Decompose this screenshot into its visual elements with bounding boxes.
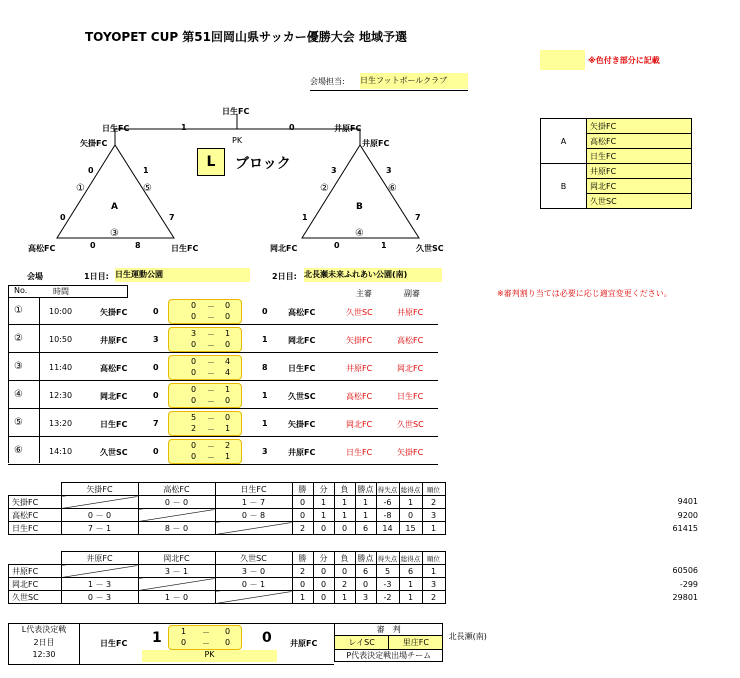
- tri-a-circle: ①: [76, 183, 85, 194]
- match-away-score: 1: [262, 335, 268, 344]
- score-cell: 5: [191, 413, 197, 422]
- stand-col-stat: 分: [313, 483, 334, 496]
- score-cell: 0: [225, 413, 231, 422]
- stand-stat: 2: [292, 565, 313, 578]
- stand-row-team: 井原FC: [9, 565, 62, 578]
- match-time: 10:50: [49, 335, 73, 344]
- venue-value[interactable]: 日生フットボールクラブ: [360, 73, 468, 89]
- match-home-score: 7: [153, 419, 159, 428]
- match-main-ref: 高松FC: [346, 392, 373, 401]
- match-away: 日生FC: [288, 364, 316, 373]
- venue-row-label: 会場: [27, 272, 43, 281]
- group-team[interactable]: 岡北FC: [587, 179, 692, 194]
- match-home-score: 0: [153, 363, 159, 372]
- final-pk[interactable]: PK: [142, 650, 277, 662]
- stand-col-stat: 勝: [292, 483, 313, 496]
- stand-col-team: 矢掛FC: [61, 483, 138, 496]
- group-team[interactable]: 久世SC: [587, 194, 692, 209]
- match-main-ref: 井原FC: [346, 364, 373, 373]
- score-cell: 4: [225, 357, 231, 366]
- stand-stat: 6: [399, 565, 422, 578]
- final-ref-1[interactable]: レイSC: [335, 636, 389, 650]
- tri-a-score: 0: [60, 213, 66, 222]
- stand-stat: 14: [376, 522, 399, 535]
- stand-diagonal: [215, 522, 292, 535]
- tri-a-top: 矢掛FC: [80, 139, 108, 148]
- score-dash: －: [202, 628, 210, 637]
- score-cell: 3: [191, 329, 197, 338]
- stand-result: 8 － 0: [138, 522, 215, 535]
- stand-col-team: 岡北FC: [138, 552, 215, 565]
- legend-note: ※色付き部分に記載: [588, 56, 660, 65]
- stand-stat: 1: [292, 591, 313, 604]
- match-home-score: 0: [153, 447, 159, 456]
- match-main-ref: 久世SC: [346, 308, 373, 317]
- score-dash: －: [207, 369, 215, 378]
- row-line: [8, 380, 438, 381]
- stand-col-stat: 勝点: [355, 483, 376, 496]
- tri-a-score: 7: [169, 213, 175, 222]
- stand-col-stat: 分: [313, 552, 334, 565]
- stand-col-team: 井原FC: [61, 552, 138, 565]
- stand-stat: 1: [313, 496, 334, 509]
- stand-stat: 6: [355, 565, 376, 578]
- stand-col-stat: 順位: [422, 552, 445, 565]
- stand-result: 1 － 7: [215, 496, 292, 509]
- stand-diagonal: [215, 591, 292, 604]
- group-team[interactable]: 井原FC: [587, 164, 692, 179]
- score-cell: 0: [191, 301, 197, 310]
- match-no: ①: [14, 305, 23, 316]
- final-ref-2[interactable]: 里庄FC: [389, 636, 443, 650]
- stand-code: 60506: [672, 566, 698, 575]
- block-word: ブロック: [235, 156, 291, 172]
- match-sub-ref: 矢掛FC: [397, 448, 424, 457]
- day2-venue[interactable]: 北長瀬未来ふれあい公園(南): [304, 268, 442, 282]
- tri-b-br: 久世SC: [416, 244, 444, 253]
- stand-result: 7 － 1: [61, 522, 138, 535]
- col-main-ref: 主審: [356, 289, 372, 298]
- stand-stat: 0: [313, 522, 334, 535]
- final-ref-table: [334, 623, 492, 662]
- score-cell: 0: [191, 368, 197, 377]
- match-sub-ref: 岡北FC: [397, 364, 424, 373]
- score-cell: 0: [225, 301, 231, 310]
- match-away-score: 1: [262, 391, 268, 400]
- stand-result: 0 － 0: [61, 509, 138, 522]
- group-table: [540, 118, 692, 209]
- stand-stat: 0: [292, 496, 313, 509]
- tri-b-score: 7: [415, 213, 421, 222]
- group-name: B: [541, 164, 587, 209]
- stand-col-stat: 得失点: [376, 483, 399, 496]
- match-home: 岡北FC: [100, 392, 128, 401]
- score-cell: 0: [191, 357, 197, 366]
- stand-col-stat: 負: [334, 552, 355, 565]
- score-cell: 0: [191, 340, 197, 349]
- match-home: 井原FC: [100, 336, 128, 345]
- stand-code: -299: [679, 579, 698, 589]
- tri-a-circle: ⑤: [143, 183, 152, 194]
- stand-stat: 0: [399, 509, 422, 522]
- score-dash: －: [207, 453, 215, 462]
- tri-a-score: 0: [90, 241, 96, 250]
- score-dash: －: [207, 330, 215, 339]
- stand-stat: 1: [334, 509, 355, 522]
- day1-venue[interactable]: 日生運動公園: [115, 268, 250, 282]
- final-home: 日生FC: [100, 639, 128, 648]
- match-score-box[interactable]: [168, 411, 242, 436]
- group-team[interactable]: 高松FC: [587, 134, 692, 149]
- match-home-score: 3: [153, 335, 159, 344]
- score-dash: －: [207, 397, 215, 406]
- score-cell: 0: [225, 396, 231, 405]
- match-score-box[interactable]: [168, 355, 242, 380]
- match-time: 11:40: [49, 363, 73, 372]
- score-cell: 2: [191, 424, 197, 433]
- score-cell: 1: [181, 627, 187, 636]
- stand-result: 1 － 0: [138, 591, 215, 604]
- stand-diagonal: [61, 496, 138, 509]
- stand-stat: 1: [334, 591, 355, 604]
- match-home-score: 0: [153, 391, 159, 400]
- final-away-score: 0: [262, 630, 272, 646]
- final-time: 12:30: [32, 650, 56, 659]
- score-cell: 0: [191, 452, 197, 461]
- stand-row-team: 岡北FC: [9, 578, 62, 591]
- match-home: 久世SC: [100, 448, 128, 457]
- match-main-ref: 岡北FC: [346, 420, 373, 429]
- col-time: 時間: [53, 287, 69, 296]
- score-dash: －: [207, 302, 215, 311]
- ref-note: ※審判割り当ては必要に応じ適宜変更ください。: [497, 289, 672, 298]
- stand-stat: 0: [313, 565, 334, 578]
- tri-b-score: 0: [334, 241, 340, 250]
- final-away: 井原FC: [290, 639, 318, 648]
- stand-stat: 1: [313, 509, 334, 522]
- page-title: TOYOPET CUP 第51回岡山県サッカー優勝大会 地域予選: [85, 30, 407, 44]
- bracket-left-score: 1: [181, 123, 187, 132]
- stand-col-team: 高松FC: [138, 483, 215, 496]
- tri-b-score: 1: [302, 213, 308, 222]
- tri-b-score: 3: [386, 166, 392, 175]
- match-main-ref: 矢掛FC: [346, 336, 373, 345]
- score-cell: 0: [191, 396, 197, 405]
- score-cell: 0: [225, 627, 231, 636]
- match-away: 岡北FC: [288, 336, 316, 345]
- row-line: [8, 352, 438, 353]
- stand-stat: -6: [376, 496, 399, 509]
- stand-stat: 1: [422, 522, 445, 535]
- stand-stat: 0: [313, 578, 334, 591]
- score-cell: 1: [225, 424, 231, 433]
- tri-b-bl: 岡北FC: [270, 244, 298, 253]
- stand-stat: -8: [376, 509, 399, 522]
- tri-b-circle: ⑥: [388, 183, 397, 194]
- match-away-score: 8: [262, 363, 268, 372]
- stand-stat: 1: [355, 496, 376, 509]
- tri-a-label: A: [111, 202, 118, 212]
- stand-stat: 1: [334, 496, 355, 509]
- stand-stat: 3: [422, 509, 445, 522]
- stand-stat: 6: [355, 522, 376, 535]
- match-no: ②: [14, 333, 23, 344]
- group-team[interactable]: 矢掛FC: [587, 119, 692, 134]
- bracket-left-team: 日生FC: [102, 124, 130, 133]
- score-cell: 0: [191, 312, 197, 321]
- stand-stat: -2: [376, 591, 399, 604]
- stand-result: 3 － 1: [138, 565, 215, 578]
- score-cell: 1: [225, 452, 231, 461]
- match-score-box[interactable]: [168, 327, 242, 352]
- stand-row-team: 久世SC: [9, 591, 62, 604]
- tri-b-top: 井原FC: [362, 139, 390, 148]
- match-time: 14:10: [49, 447, 73, 456]
- stand-stat: 1: [399, 591, 422, 604]
- match-home: 矢掛FC: [100, 308, 128, 317]
- col-sub-ref: 副審: [404, 289, 420, 298]
- match-main-ref: 日生FC: [346, 448, 373, 457]
- tri-b-circle: ④: [355, 228, 364, 239]
- score-dash: －: [207, 313, 215, 322]
- stand-stat: 2: [292, 522, 313, 535]
- col-no: No.: [14, 286, 28, 295]
- stand-code: 9200: [677, 510, 698, 520]
- group-name: A: [541, 119, 587, 164]
- final-info: [8, 623, 80, 665]
- standings-table: [8, 482, 446, 535]
- stand-stat: 3: [422, 578, 445, 591]
- match-sub-ref: 高松FC: [397, 336, 424, 345]
- tri-a-score: 8: [135, 241, 141, 250]
- stand-result: 3 － 0: [215, 565, 292, 578]
- stand-stat: 1: [399, 496, 422, 509]
- stand-stat: 0: [292, 578, 313, 591]
- stand-result: 1 － 3: [61, 578, 138, 591]
- stand-col-stat: 総得点: [399, 552, 422, 565]
- tri-a-score: 1: [143, 166, 149, 175]
- score-cell: 1: [225, 385, 231, 394]
- stand-col-stat: 勝点: [355, 552, 376, 565]
- venue-label: 会場担当:: [310, 77, 345, 86]
- stand-col-stat: 総得点: [399, 483, 422, 496]
- stand-row-team: 日生FC: [9, 522, 62, 535]
- group-team[interactable]: 日生FC: [587, 149, 692, 164]
- row-line: [8, 324, 438, 325]
- stand-row-team: 高松FC: [9, 509, 62, 522]
- stand-col-stat: 得失点: [376, 552, 399, 565]
- row-line: [8, 436, 438, 437]
- score-cell: 4: [225, 368, 231, 377]
- stand-stat: 2: [422, 496, 445, 509]
- stand-stat: 0: [334, 565, 355, 578]
- match-no: ⑤: [14, 417, 23, 428]
- tri-a-score: 0: [88, 166, 94, 175]
- score-dash: －: [207, 341, 215, 350]
- stand-col-stat: 勝: [292, 552, 313, 565]
- score-cell: 0: [225, 638, 231, 647]
- match-away-score: 3: [262, 447, 268, 456]
- score-dash: －: [207, 414, 215, 423]
- match-sub-ref: 日生FC: [397, 392, 424, 401]
- tri-a-circle: ③: [110, 228, 119, 239]
- match-away: 矢掛FC: [288, 420, 316, 429]
- final-ref-header: 審 判: [335, 624, 443, 636]
- stand-stat: 0: [334, 522, 355, 535]
- final-home-score: 1: [152, 630, 162, 646]
- stand-stat: 15: [399, 522, 422, 535]
- bracket-pk: PK: [232, 136, 243, 145]
- final-title: L代表決定戦: [21, 625, 67, 634]
- final-score-box[interactable]: [168, 625, 242, 650]
- match-no: ③: [14, 361, 23, 372]
- match-time: 10:00: [49, 307, 73, 316]
- tri-b-label: B: [356, 202, 363, 212]
- stand-code: 29801: [672, 593, 698, 602]
- stand-diagonal: [138, 578, 215, 591]
- bracket-winner: 日生FC: [222, 107, 250, 116]
- standings-table: [8, 551, 446, 604]
- match-score-box[interactable]: [168, 299, 242, 324]
- tri-b-score: 3: [331, 166, 337, 175]
- bracket-right-team: 井原FC: [334, 124, 362, 133]
- match-away: 久世SC: [288, 392, 316, 401]
- stand-diagonal: [61, 565, 138, 578]
- match-no: ④: [14, 389, 23, 400]
- stand-diagonal: [138, 509, 215, 522]
- match-away-score: 1: [262, 419, 268, 428]
- score-dash: －: [202, 639, 210, 648]
- stand-col-team: 日生FC: [215, 483, 292, 496]
- score-dash: －: [207, 425, 215, 434]
- match-score-box[interactable]: [168, 383, 242, 408]
- match-home-score: 0: [153, 307, 159, 316]
- match-time: 13:20: [49, 419, 73, 428]
- row-line: [8, 408, 438, 409]
- match-score-box[interactable]: [168, 439, 242, 464]
- stand-code: 61415: [672, 524, 698, 533]
- stand-col-stat: 順位: [422, 483, 445, 496]
- stand-col-team: 久世SC: [215, 552, 292, 565]
- final-note: P代表決定戦出場チーム: [335, 650, 443, 662]
- match-home: 日生FC: [100, 420, 128, 429]
- stand-stat: -3: [376, 578, 399, 591]
- final-day: 2日目: [33, 638, 55, 647]
- stand-stat: 1: [355, 509, 376, 522]
- day1-label: 1日目:: [84, 272, 109, 281]
- score-cell: 2: [225, 441, 231, 450]
- stand-stat: 0: [313, 591, 334, 604]
- stand-stat: 0: [355, 578, 376, 591]
- stand-result: 0 － 3: [61, 591, 138, 604]
- tri-b-circle: ②: [320, 183, 329, 194]
- stand-code: 9401: [677, 497, 698, 506]
- stand-result: 0 － 1: [215, 578, 292, 591]
- final-place: 北長瀬(南): [448, 632, 487, 641]
- tri-a-br: 日生FC: [171, 244, 199, 253]
- match-time: 12:30: [49, 391, 73, 400]
- tri-a-bl: 高松FC: [28, 244, 56, 253]
- match-home: 高松FC: [100, 364, 128, 373]
- score-cell: 1: [225, 329, 231, 338]
- score-cell: 0: [191, 441, 197, 450]
- stand-stat: 1: [422, 565, 445, 578]
- tri-b-score: 1: [381, 241, 387, 250]
- stand-row-team: 矢掛FC: [9, 496, 62, 509]
- stand-stat: 2: [334, 578, 355, 591]
- stand-stat: 5: [376, 565, 399, 578]
- match-sub-ref: 井原FC: [397, 308, 424, 317]
- block-letter: L: [197, 148, 225, 176]
- score-dash: －: [207, 386, 215, 395]
- stand-stat: 0: [292, 509, 313, 522]
- row-line: [8, 464, 438, 465]
- match-away: 井原FC: [288, 448, 316, 457]
- stand-col-stat: 負: [334, 483, 355, 496]
- match-no: ⑥: [14, 445, 23, 456]
- match-away-score: 0: [262, 307, 268, 316]
- score-cell: 0: [225, 340, 231, 349]
- score-cell: 0: [191, 385, 197, 394]
- day2-label: 2日目:: [272, 272, 297, 281]
- stand-result: 0 － 8: [215, 509, 292, 522]
- score-dash: －: [207, 442, 215, 451]
- score-cell: 0: [181, 638, 187, 647]
- score-cell: 0: [225, 312, 231, 321]
- score-dash: －: [207, 358, 215, 367]
- match-sub-ref: 久世SC: [397, 420, 424, 429]
- stand-result: 0 － 0: [138, 496, 215, 509]
- match-away: 高松FC: [288, 308, 316, 317]
- stand-stat: 1: [399, 578, 422, 591]
- stand-stat: 2: [422, 591, 445, 604]
- stand-stat: 3: [355, 591, 376, 604]
- bracket-right-score: 0: [289, 123, 295, 132]
